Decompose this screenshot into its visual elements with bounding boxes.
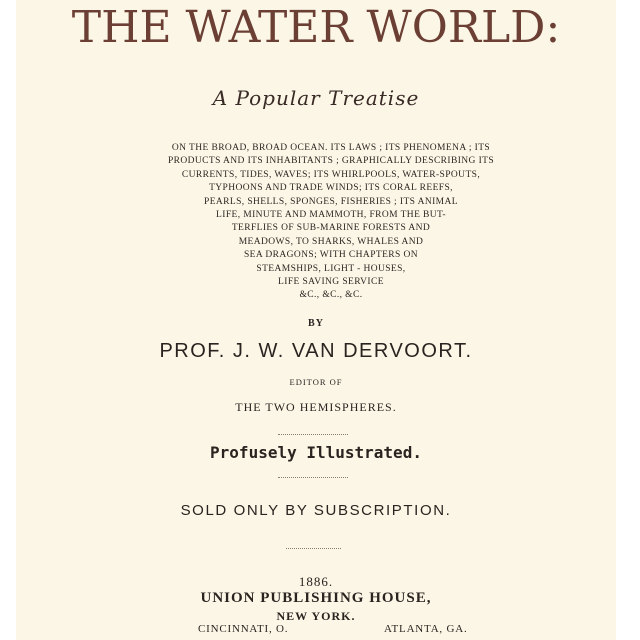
description-line: TYPHOONS AND TRADE WINDS; ITS CORAL REEFS, (209, 183, 453, 194)
description-line: LIFE, MINUTE AND MAMMOTH, FROM THE BUT- (216, 210, 446, 221)
subscription-note: SOLD ONLY BY SUBSCRIPTION. (180, 502, 452, 519)
title-page (16, 0, 616, 640)
illustrated-note: Profusely Illustrated. (210, 443, 422, 462)
branch-city-left: CINCINNATI, O. (198, 623, 289, 635)
description-line: TERFLIES OF SUB-MARINE FORESTS AND (231, 223, 431, 234)
publication-name: THE TWO HEMISPHERES. (235, 400, 397, 414)
author-name: PROF. J. W. VAN DERVOORT. (159, 340, 473, 362)
divider-rule (278, 477, 348, 478)
description-line: STEAMSHIPS, LIGHT - HOUSES, (256, 263, 406, 274)
description-line: LIFE SAVING SERVICE (278, 277, 384, 288)
description-line: ON THE BROAD, BROAD OCEAN. ITS LAWS ; ITS PHENOMENA ; ITS (171, 143, 491, 153)
description-line: MEADOWS, TO SHARKS, WHALES AND (238, 236, 424, 247)
branch-city-right: ATLANTA, GA. (384, 623, 468, 635)
publisher-name: UNION PUBLISHING HOUSE, (200, 590, 432, 606)
description-block (141, 142, 521, 303)
publisher-city: NEW YORK. (276, 609, 356, 623)
divider-rule (286, 548, 341, 549)
book-subtitle: A Popular Treatise (212, 86, 420, 110)
publication-year: 1886. (298, 574, 334, 589)
description-line: PEARLS, SHELLS, SPONGES, FISHERIES ; ITS ANIMAL (204, 196, 458, 207)
description-line: CURRENTS, TIDES, WAVES; ITS WHIRLPOOLS, WATER-SPOUTS, (181, 169, 481, 180)
editor-of-label: EDITOR OF (289, 377, 343, 387)
book-title: THE WATER WORLD: (71, 2, 561, 53)
by-label: BY (308, 318, 324, 329)
description-line: SEA DRAGONS; WITH CHAPTERS ON (244, 250, 418, 261)
description-line: &C., &C., &C. (299, 290, 363, 301)
divider-rule (278, 434, 348, 435)
description-line: PRODUCTS AND ITS INHABITANTS ; GRAPHICALLY DESCRIBING ITS (167, 156, 495, 167)
